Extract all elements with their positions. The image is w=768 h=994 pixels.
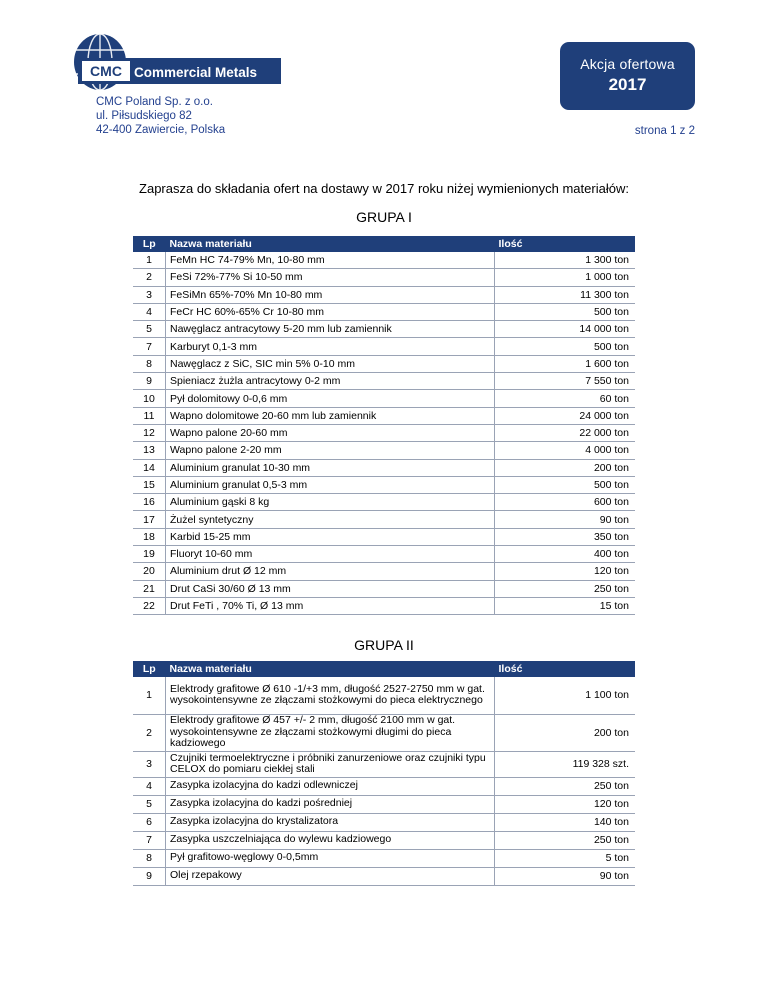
row-name: Żużel syntetyczny (166, 511, 495, 528)
table-row (133, 407, 635, 424)
table-row (133, 597, 635, 614)
row-qty: 14 000 ton (495, 321, 636, 338)
offer-badge-title: Akcja ofertowa (580, 56, 675, 72)
col-qty: Ilość (495, 236, 636, 252)
row-name: Wapno dolomitowe 20-60 mm lub zamiennik (166, 407, 495, 424)
group1-title: GRUPA I (356, 209, 412, 225)
row-lp: 2 (133, 714, 166, 751)
table-row (133, 714, 635, 751)
col-lp: Lp (133, 236, 166, 252)
row-qty: 1 600 ton (495, 355, 636, 372)
row-name: Pył grafitowo-węglowy 0-0,5mm (166, 849, 495, 867)
row-lp: 1 (133, 252, 166, 269)
table-row (133, 442, 635, 459)
row-lp: 18 (133, 528, 166, 545)
row-name: Drut FeTi , 70% Ti, Ø 13 mm (166, 597, 495, 614)
table-row (133, 546, 635, 563)
table-row (133, 459, 635, 476)
table-row (133, 252, 635, 269)
row-qty: 1 300 ton (495, 252, 636, 269)
row-qty: 120 ton (495, 563, 636, 580)
row-qty: 500 ton (495, 303, 636, 320)
table-row (133, 849, 635, 867)
row-qty: 250 ton (495, 831, 636, 849)
table-row (133, 476, 635, 493)
row-name: Aluminium gąski 8 kg (166, 494, 495, 511)
row-qty: 200 ton (495, 714, 636, 751)
row-lp: 4 (133, 303, 166, 320)
row-name: FeCr HC 60%-65% Cr 10-80 mm (166, 303, 495, 320)
row-qty: 600 ton (495, 494, 636, 511)
row-name: FeMn HC 74-79% Mn, 10-80 mm (166, 252, 495, 269)
row-lp: 6 (133, 813, 166, 831)
table-row (133, 494, 635, 511)
table-row (133, 321, 635, 338)
group1-rows (133, 252, 635, 615)
row-qty: 250 ton (495, 580, 636, 597)
row-qty: 7 550 ton (495, 373, 636, 390)
row-name: Elektrody grafitowe Ø 610 -1/+3 mm, długość 2527-2750 mm w gat. wysokointensywne ze złączami stożkowymi do pieca elektrycznego (166, 677, 495, 714)
page-number: strona 1 z 2 (634, 125, 695, 137)
row-lp: 22 (133, 597, 166, 614)
row-qty: 5 ton (495, 849, 636, 867)
row-lp: 17 (133, 511, 166, 528)
logo-commercial-metals-text: Commercial Metals (134, 65, 258, 80)
company-street: ul. Piłsudskiego 82 (96, 110, 192, 122)
row-lp: 7 (133, 831, 166, 849)
row-name: Zasypka izolacyjna do krystalizatora (166, 813, 495, 831)
row-name: Zasypka izolacyjna do kadzi pośredniej (166, 795, 495, 813)
company-city: 42-400 Zawiercie, Polska (96, 124, 226, 136)
row-qty: 500 ton (495, 338, 636, 355)
row-name: Aluminium drut Ø 12 mm (166, 563, 495, 580)
row-name: Zasypka izolacyjna do kadzi odlewniczej (166, 777, 495, 795)
row-lp: 19 (133, 546, 166, 563)
row-lp: 3 (133, 751, 166, 777)
col-qty: Ilość (495, 661, 636, 677)
row-qty: 11 300 ton (495, 286, 636, 303)
row-qty: 90 ton (495, 867, 636, 885)
cmc-logo (66, 32, 281, 92)
table-row (133, 867, 635, 885)
row-qty: 1 100 ton (495, 677, 636, 714)
row-name: Elektrody grafitowe Ø 457 +/- 2 mm, długość 2100 mm w gat. wysokointensywne ze złączami stożkowymi długimi do pieca kadziowego (166, 714, 495, 751)
row-qty: 500 ton (495, 476, 636, 493)
row-qty: 119 328 szt. (495, 751, 636, 777)
row-qty: 350 ton (495, 528, 636, 545)
row-qty: 4 000 ton (495, 442, 636, 459)
row-lp: 13 (133, 442, 166, 459)
row-qty: 90 ton (495, 511, 636, 528)
row-name: Fluoryt 10-60 mm (166, 546, 495, 563)
row-name: Aluminium granulat 0,5-3 mm (166, 476, 495, 493)
row-name: Karbid 15-25 mm (166, 528, 495, 545)
row-name: Nawęglacz antracytowy 5-20 mm lub zamiennik (166, 321, 495, 338)
table-row (133, 528, 635, 545)
row-lp: 1 (133, 677, 166, 714)
table-row (133, 390, 635, 407)
logo-cmc-text: CMC (90, 63, 122, 79)
table-row (133, 286, 635, 303)
row-lp: 2 (133, 269, 166, 286)
table-row (133, 269, 635, 286)
row-qty: 120 ton (495, 795, 636, 813)
row-name: Wapno palone 2-20 mm (166, 442, 495, 459)
table-row (133, 751, 635, 777)
row-lp: 14 (133, 459, 166, 476)
table-row (133, 511, 635, 528)
intro-text: Zaprasza do składania ofert na dostawy w 2017 roku niżej wymienionych materiałów: (139, 181, 629, 196)
group1-table (133, 236, 635, 615)
company-name: CMC Poland Sp. z o.o. (96, 96, 213, 108)
table-row (133, 795, 635, 813)
row-name: FeSi 72%-77% Si 10-50 mm (166, 269, 495, 286)
offer-badge-year: 2017 (608, 75, 647, 94)
row-lp: 15 (133, 476, 166, 493)
row-qty: 140 ton (495, 813, 636, 831)
company-address (96, 95, 225, 137)
row-lp: 20 (133, 563, 166, 580)
col-name: Nazwa materiału (166, 661, 495, 677)
row-qty: 250 ton (495, 777, 636, 795)
row-name: Pył dolomitowy 0-0,6 mm (166, 390, 495, 407)
row-qty: 22 000 ton (495, 424, 636, 441)
row-lp: 8 (133, 849, 166, 867)
row-lp: 11 (133, 407, 166, 424)
table-row (133, 563, 635, 580)
row-lp: 4 (133, 777, 166, 795)
table-row (133, 355, 635, 372)
row-qty: 200 ton (495, 459, 636, 476)
row-qty: 60 ton (495, 390, 636, 407)
row-lp: 8 (133, 355, 166, 372)
table-row (133, 777, 635, 795)
row-lp: 5 (133, 795, 166, 813)
row-qty: 1 000 ton (495, 269, 636, 286)
table-row (133, 813, 635, 831)
row-name: FeSiMn 65%-70% Mn 10-80 mm (166, 286, 495, 303)
row-qty: 24 000 ton (495, 407, 636, 424)
row-name: Aluminium granulat 10-30 mm (166, 459, 495, 476)
table-row (133, 373, 635, 390)
row-qty: 15 ton (495, 597, 636, 614)
row-name: Spieniacz żużla antracytowy 0-2 mm (166, 373, 495, 390)
table-row (133, 303, 635, 320)
row-lp: 21 (133, 580, 166, 597)
row-name: Wapno palone 20-60 mm (166, 424, 495, 441)
row-name: Olej rzepakowy (166, 867, 495, 885)
row-name: Zasypka uszczelniająca do wylewu kadziowego (166, 831, 495, 849)
row-lp: 12 (133, 424, 166, 441)
row-lp: 16 (133, 494, 166, 511)
row-name: Karburyt 0,1-3 mm (166, 338, 495, 355)
row-lp: 9 (133, 373, 166, 390)
row-lp: 7 (133, 338, 166, 355)
row-lp: 9 (133, 867, 166, 885)
group2-table (133, 661, 635, 886)
group2-title: GRUPA II (354, 637, 414, 653)
offer-badge (560, 42, 695, 110)
row-qty: 400 ton (495, 546, 636, 563)
table-row (133, 580, 635, 597)
group2-rows (133, 677, 635, 885)
col-name: Nazwa materiału (166, 236, 495, 252)
row-lp: 10 (133, 390, 166, 407)
table-row (133, 424, 635, 441)
table-row (133, 677, 635, 714)
table-row (133, 831, 635, 849)
row-name: Drut CaSi 30/60 Ø 13 mm (166, 580, 495, 597)
row-name: Czujniki termoelektryczne i próbniki zanurzeniowe oraz czujniki typu CELOX do pomiaru ciekłej stali (166, 751, 495, 777)
row-lp: 3 (133, 286, 166, 303)
table-row (133, 338, 635, 355)
row-name: Nawęglacz z SiC, SIC min 5% 0-10 mm (166, 355, 495, 372)
col-lp: Lp (133, 661, 166, 677)
row-lp: 5 (133, 321, 166, 338)
